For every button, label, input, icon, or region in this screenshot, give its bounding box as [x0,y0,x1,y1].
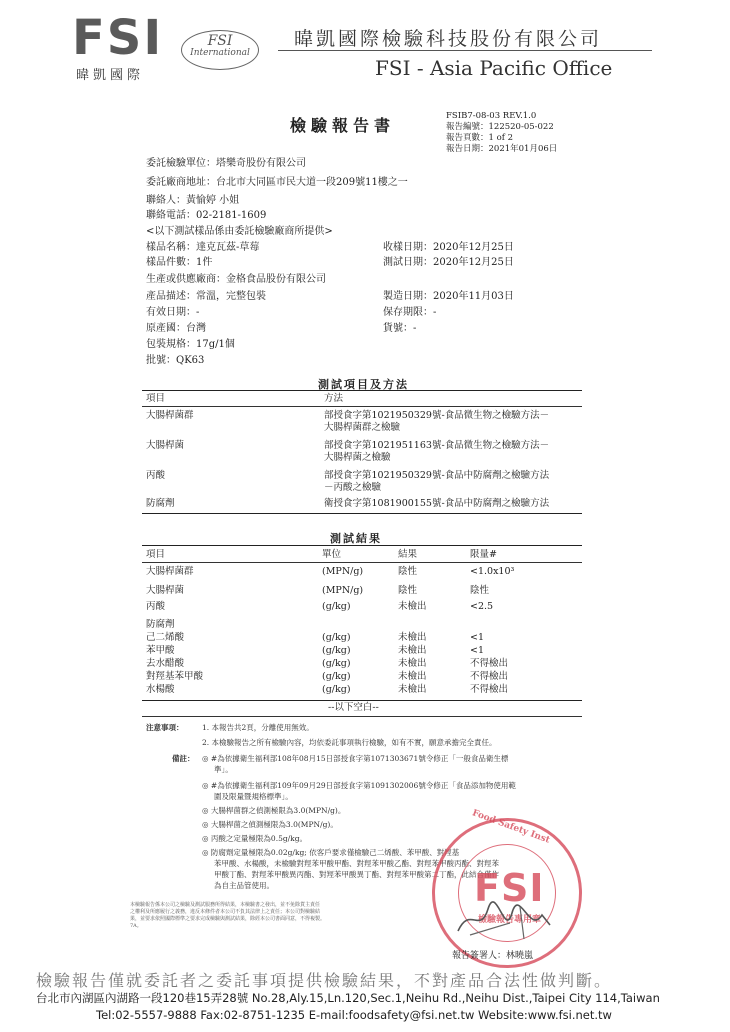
results-header-limit: 限量# [470,549,497,560]
result-item: 苯甲酸 [146,645,175,656]
client-name: 委託檢驗單位：塔樂奇股份有限公司 [146,158,306,169]
report-number: 報告編號：122520-05-022 [446,122,554,132]
result-unit: (g/kg) [322,601,351,612]
client-address: 委託廠商地址：台北市大同區市民大道一段209號11樓之一 [146,177,408,188]
test-date: 測試日期：2020年12月25日 [383,257,514,268]
result-item: 丙酸 [146,601,166,612]
method-row-item: 丙酸 [146,470,166,481]
report-title: 檢驗報告書 [290,116,396,135]
remark-line: 甲酸丁酯、對羥苯甲酸異丙酯、對羥苯甲酸異丁酯、對羥苯甲酸第二丁酯，此結合僅作 [214,870,499,879]
footer-disclaimer: 檢驗報告僅就委託者之委託事項提供檢驗結果，不對產品合法性做判斷。 [36,971,613,990]
oval-logo-text: FSI [207,33,233,49]
table-rule [142,406,582,407]
oval-logo-subtext: International [190,48,250,59]
report-pages: 報告頁數：1 of 2 [446,133,513,143]
result-item: 水楊酸 [146,684,175,695]
result-unit: (g/kg) [322,645,351,656]
note-line: 2. 本檢驗報告之所有檢驗內容，均依委託事項執行檢驗，如有不實，願意承擔完全責任。 [202,738,497,747]
fine-print: 本檢驗報告係本公司之檢驗及測試服務所得結果，本檢驗書之發出，並不免除貨主責任 [130,902,321,908]
shelf-life: 保存期限：- [383,307,437,318]
seal-top-text: Food Safety Inst [470,808,552,846]
contact-person: 聯絡人：黃愉婷 小姐 [146,195,240,206]
methods-section-title: 測試項目及方法 [318,378,409,391]
method-row-item: 大腸桿菌 [146,440,185,451]
method-row-text: 大腸桿菌群之檢驗 [324,422,401,433]
remark-line: ◎ #為依據衛生福利部109年09月29日部授食字第1091302006號令修正「食品添加物使用範 [202,781,516,790]
results-header-item: 項目 [146,549,166,560]
logo-subtitle: 暐凱國際 [76,68,145,83]
results-section-title: 測試結果 [330,532,382,545]
method-row-item: 防腐劑 [146,498,175,509]
result-value: 未檢出 [398,632,427,643]
table-rule [142,513,582,514]
received-date: 收樣日期：2020年12月25日 [383,242,514,253]
result-limit: 陰性 [470,585,490,596]
result-limit: 不得檢出 [470,684,509,695]
result-value: 未檢出 [398,671,427,682]
method-row-text: 部授食字第1021950329號-食品微生物之檢驗方法－ [324,410,550,421]
result-limit: <1.0x10³ [470,566,515,577]
company-logo: FSI [72,10,164,66]
company-name-en: FSI - Asia Pacific Office [375,56,613,80]
result-value: 陰性 [398,566,418,577]
result-value: 未檢出 [398,645,427,656]
result-unit: (g/kg) [322,684,351,695]
result-item: 防腐劑 [146,619,175,630]
result-unit: (g/kg) [322,658,351,669]
remark-line: ◎ 大腸桿菌之偵測極限為3.0(MPN/g)。 [202,820,338,829]
remark-line: ◎ #為依據衛生福利部108年08月15日部授食字第1071303671號令修正「一般食品衛生標 [202,754,509,763]
signatory: 報告簽署人：林曉嵐 [452,951,534,961]
sample-name: 樣品名稱：達克瓦茲-草莓 [146,242,260,253]
manufacturer: 生產或供應廠商：金格食品股份有限公司 [146,274,326,285]
remark-line: ◎ 丙酸之定量極限為0.5g/kg。 [202,834,308,843]
result-unit: (g/kg) [322,671,351,682]
result-limit: 不得檢出 [470,658,509,669]
footer-contact: Tel:02-5557-9888 Fax:02-8751-1235 E-mail:foodsafety@fsi.net.tw Website:www.fsi.net.tw [96,1008,612,1022]
result-item: 去水醋酸 [146,658,185,669]
manufacture-date: 製造日期：2020年11月03日 [383,291,514,302]
batch-number: 批號：QK63 [146,355,205,366]
result-unit: (MPN/g) [322,566,364,577]
form-number: FSIB7-08-03 REV.1.0 [446,111,537,121]
table-rule [142,716,582,717]
result-limit: 不得檢出 [470,671,509,682]
sample-source-note: <以下測試樣品係由委託檢驗廠商所提供> [146,226,333,237]
fine-print: 之權利及所應履行之義務，違反本條件者本公司不負其法律上之責任；本公司對檢驗結 [130,909,321,915]
methods-header-method: 方法 [324,393,344,404]
international-logo [181,30,259,70]
table-rule [142,562,582,563]
report-meta [446,111,557,155]
report-date: 報告日期：2021年01月06日 [446,144,558,154]
expiry-date: 有效日期：- [146,307,200,318]
result-item: 大腸桿菌群 [146,566,194,577]
remarks-label: 備註： [172,754,195,763]
results-header-result: 結果 [398,549,418,560]
result-limit: <1 [470,645,485,656]
method-row-text: 衛授食字第1081900155號-食品中防腐劑之檢驗方法 [324,498,550,509]
contact-phone: 聯絡電話：02-2181-1609 [146,210,267,221]
method-row-text: －丙酸之檢驗 [324,482,382,493]
product-description: 產品描述：常溫，完整包裝 [146,291,266,302]
result-limit: <2.5 [470,601,494,612]
result-unit: (MPN/g) [322,585,364,596]
method-row-text: 部授食字第1021951163號-食品微生物之檢驗方法－ [324,440,550,451]
package-spec: 包裝規格：17g/1個 [146,339,235,350]
table-rule [142,545,582,546]
method-row-text: 部授食字第1021950329號-食品中防腐劑之檢驗方法 [324,470,550,481]
seal-bottom-text: 檢驗報告專用章 [478,915,542,925]
table-rule [142,700,582,701]
footer-address: 台北市內湖區內湖路一段120巷15弄28號 No.28,Aly.15,Ln.120,Sec.1,Neihu Rd.,Neihu Dist.,Taipei City 114,Taiwan [36,991,660,1005]
results-header-unit: 單位 [322,549,342,560]
result-value: 未檢出 [398,684,427,695]
result-value: 未檢出 [398,658,427,669]
origin-country: 原產國：台灣 [146,323,206,334]
end-of-results: --以下空白-- [328,702,379,713]
result-item: 大腸桿菌 [146,585,185,596]
sample-count: 樣品件數：1件 [146,257,213,268]
item-number: 貨號：- [383,323,417,334]
notes-label: 注意事項： [146,723,184,732]
remark-line: ◎ 防腐劑定量極限為0.02g/kg; 依客戶要求僅檢驗己二烯酸、苯甲酸、對羥基 [202,848,460,857]
method-row-item: 大腸桿菌群 [146,410,194,421]
fine-print: 果，並要求依照國際標準之要求完成檢驗與測試結果，除經本公司書面同意，不得複製。 [130,916,326,922]
methods-header-item: 項目 [146,393,166,404]
result-item: 己二烯酸 [146,632,185,643]
result-value: 陰性 [398,585,418,596]
note-line: 1. 本報告共2頁，分離使用無效。 [202,723,314,732]
remark-line: 圍及限量暨規格標準」。 [214,792,293,801]
result-unit: (g/kg) [322,632,351,643]
signature-scribble [450,895,560,945]
remark-line: 準」。 [214,765,233,774]
fine-print: 7A。 [130,923,142,929]
remark-line: 苯甲酸、水楊酸，未檢驗對羥苯甲酸甲酯、對羥苯甲酸乙酯、對羥苯甲酸丙酯、對羥苯 [214,859,499,868]
remark-line: ◎ 大腸桿菌群之偵測極限為3.0(MPN/g)。 [202,806,346,815]
method-row-text: 大腸桿菌之檢驗 [324,452,391,463]
table-rule [142,390,582,391]
company-name-zh: 暐凱國際檢驗科技股份有限公司 [294,28,603,50]
result-limit: <1 [470,632,485,643]
seal-text: FSI [474,866,545,910]
result-value: 未檢出 [398,601,427,612]
header-divider [278,50,652,51]
remark-line: 為自主品管使用。 [214,881,274,890]
result-item: 對羥基苯甲酸 [146,671,204,682]
